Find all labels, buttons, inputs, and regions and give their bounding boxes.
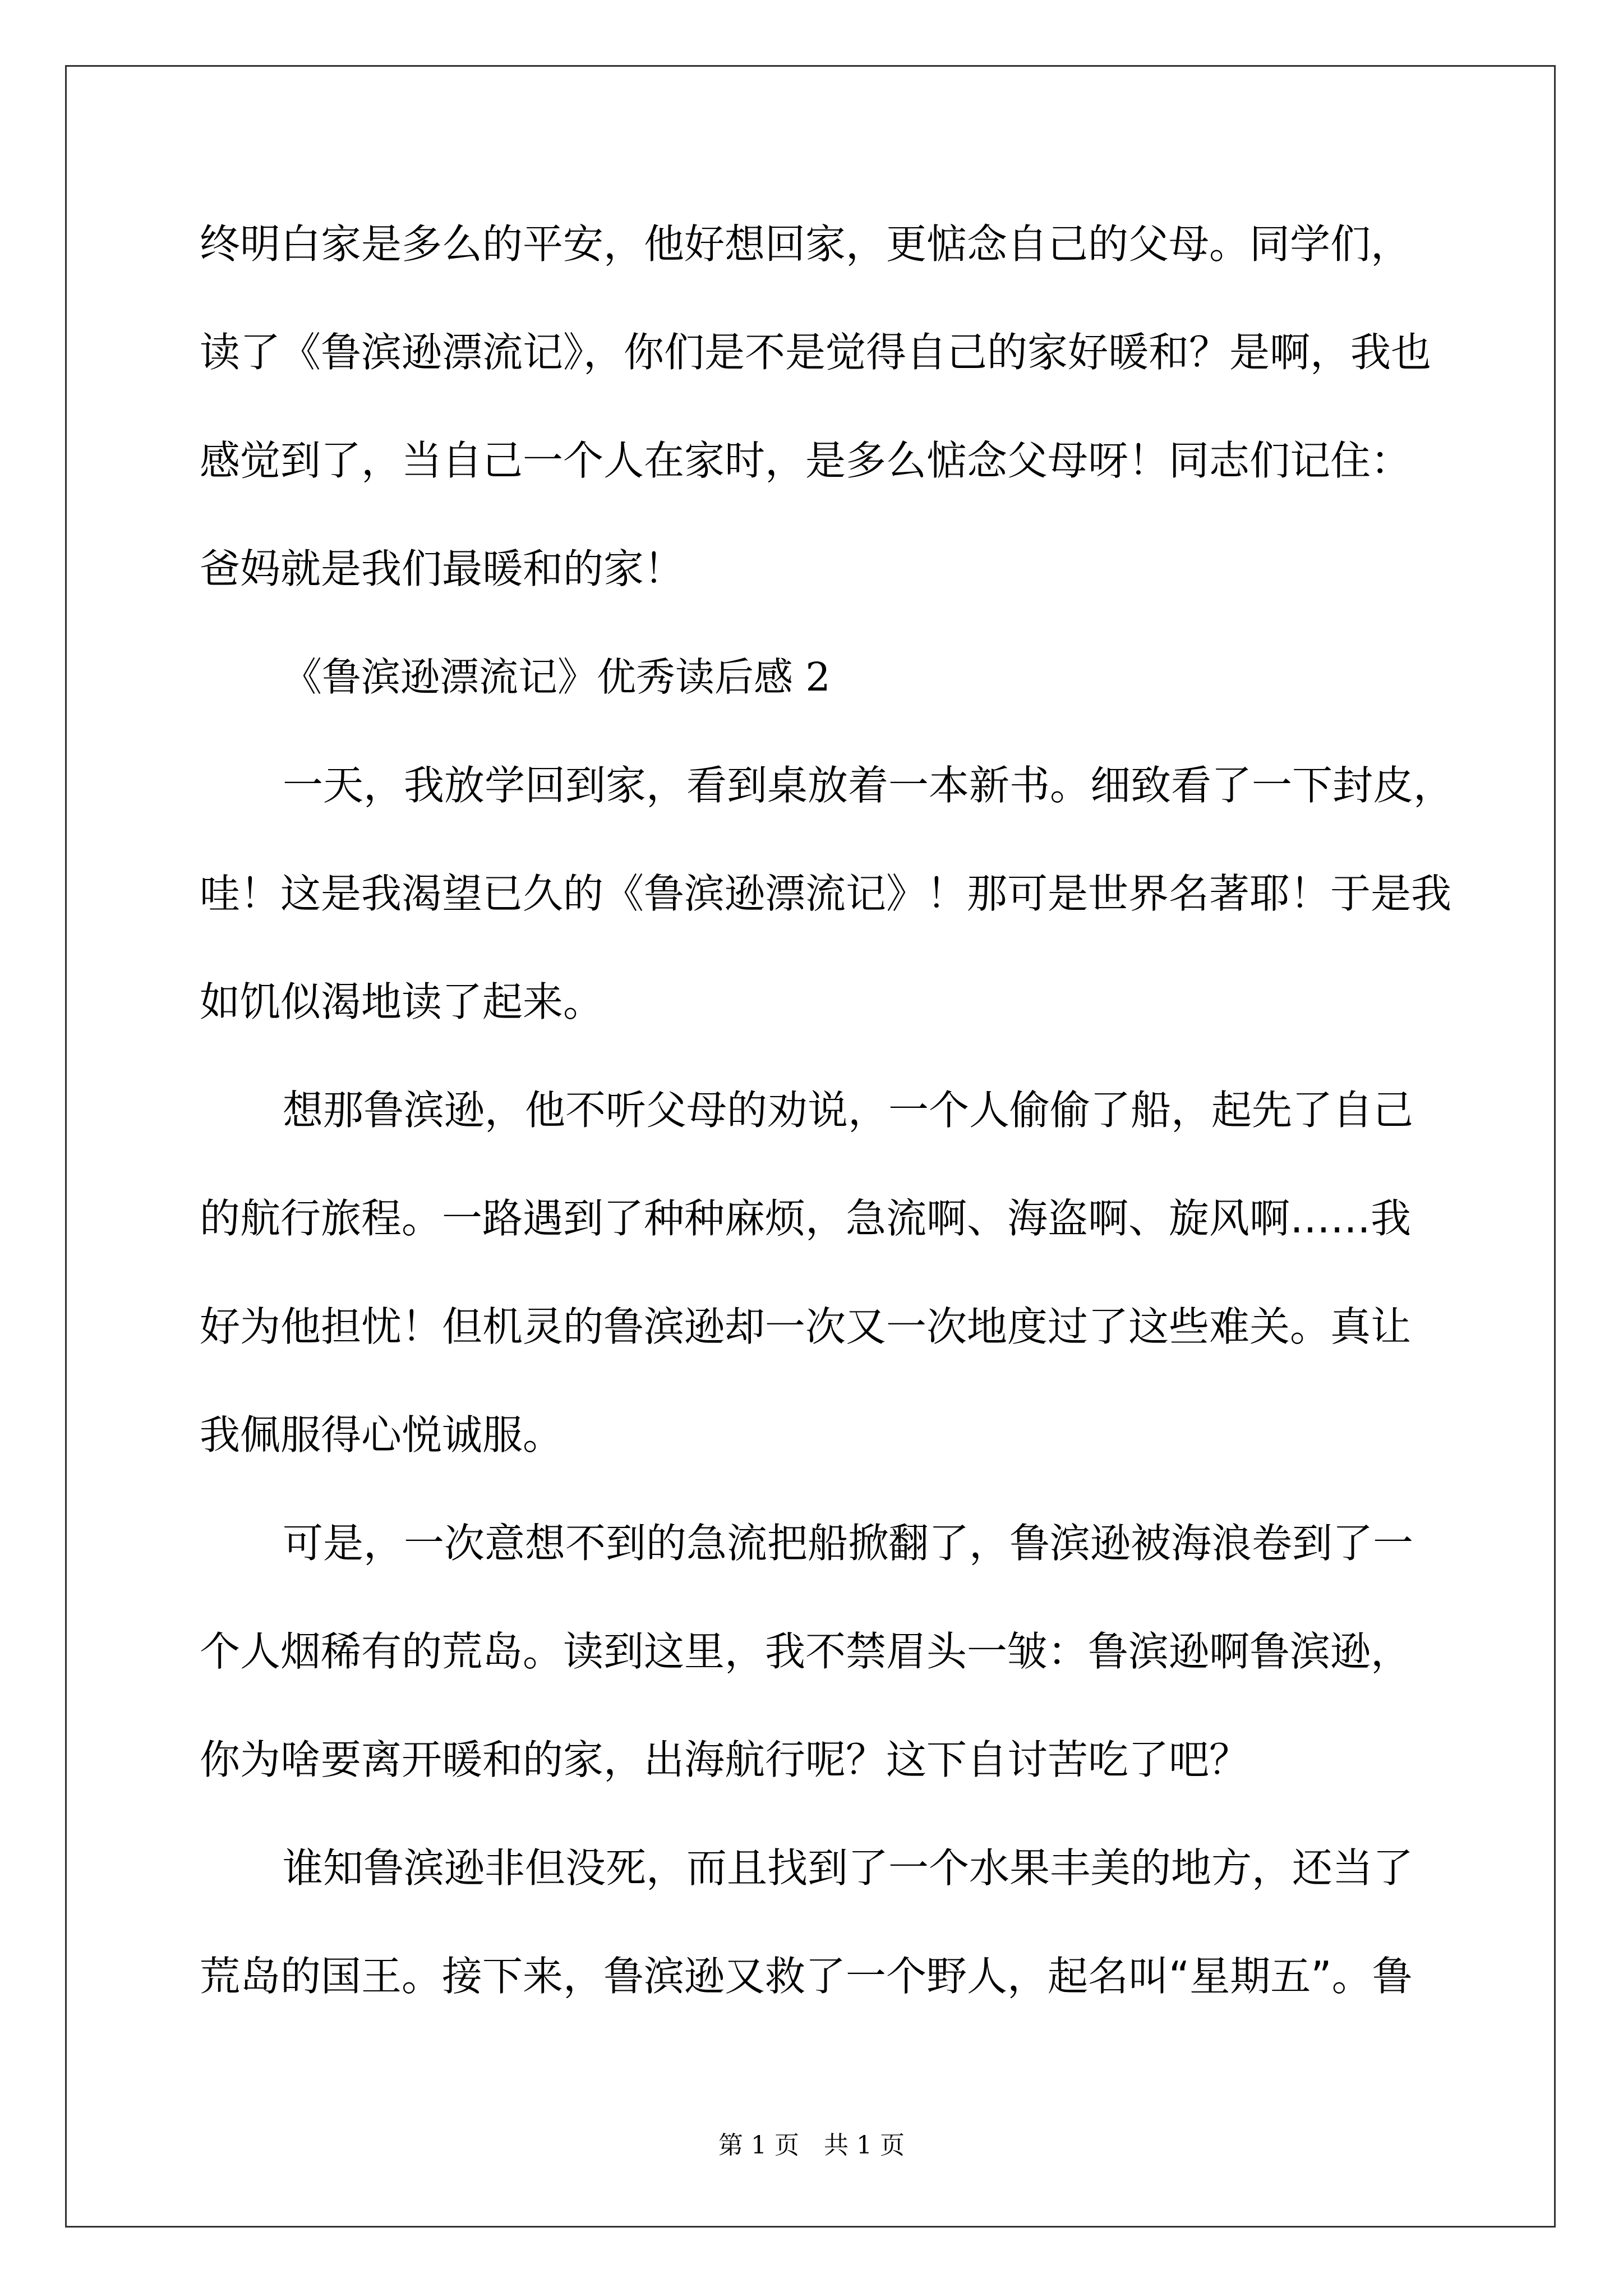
text-line: 读了《鲁滨逊漂流记》，你们是不是觉得自己的家好暖和？是啊，我也 bbox=[200, 329, 1432, 376]
text-line: 个人烟稀有的荒岛。读到这里，我不禁眉头一皱：鲁滨逊啊鲁滨逊， bbox=[200, 1628, 1412, 1675]
text-line: 荒岛的国王。接下来，鲁滨逊又救了一个野人，起名叫“星期五”。鲁 bbox=[200, 1953, 1413, 2000]
page-border bbox=[65, 65, 1556, 2228]
text-line: 一天，我放学回到家，看到桌放着一本新书。细致看了一下封皮， bbox=[283, 762, 1454, 809]
text-line: 哇！这是我渴望已久的《鲁滨逊漂流记》！那可是世界名著耶！于是我 bbox=[200, 870, 1452, 917]
text-line: 爸妈就是我们最暖和的家！ bbox=[200, 545, 685, 592]
text-line: 如饥似渴地读了起来。 bbox=[200, 978, 604, 1025]
text-line: 的航行旅程。一路遇到了种种麻烦，急流啊、海盗啊、旋风啊……我 bbox=[200, 1195, 1412, 1242]
page-number-footer: 第 1 页 共 1 页 bbox=[718, 2131, 905, 2160]
text-line: 想那鲁滨逊，他不听父母的劝说，一个人偷偷了船，起先了自己 bbox=[283, 1087, 1414, 1134]
text-line: 可是，一次意想不到的急流把船掀翻了，鲁滨逊被海浪卷到了一 bbox=[283, 1520, 1414, 1567]
text-line: 终明白家是多么的平安，他好想回家，更惦念自己的父母。同学们， bbox=[200, 220, 1412, 268]
text-line: 我佩服得心悦诚服。 bbox=[200, 1411, 564, 1458]
text-line: 感觉到了，当自己一个人在家时，是多么惦念父母呀！同志们记住： bbox=[200, 437, 1412, 484]
section-heading: 《鲁滨逊漂流记》优秀读后感 2 bbox=[283, 654, 831, 700]
text-line: 你为啥要离开暖和的家，出海航行呢？这下自讨苦吃了吧？ bbox=[200, 1736, 1250, 1783]
text-line: 谁知鲁滨逊非但没死，而且找到了一个水果丰美的地方，还当了 bbox=[283, 1844, 1414, 1892]
text-line: 好为他担忧！但机灵的鲁滨逊却一次又一次地度过了这些难关。真让 bbox=[200, 1303, 1412, 1350]
